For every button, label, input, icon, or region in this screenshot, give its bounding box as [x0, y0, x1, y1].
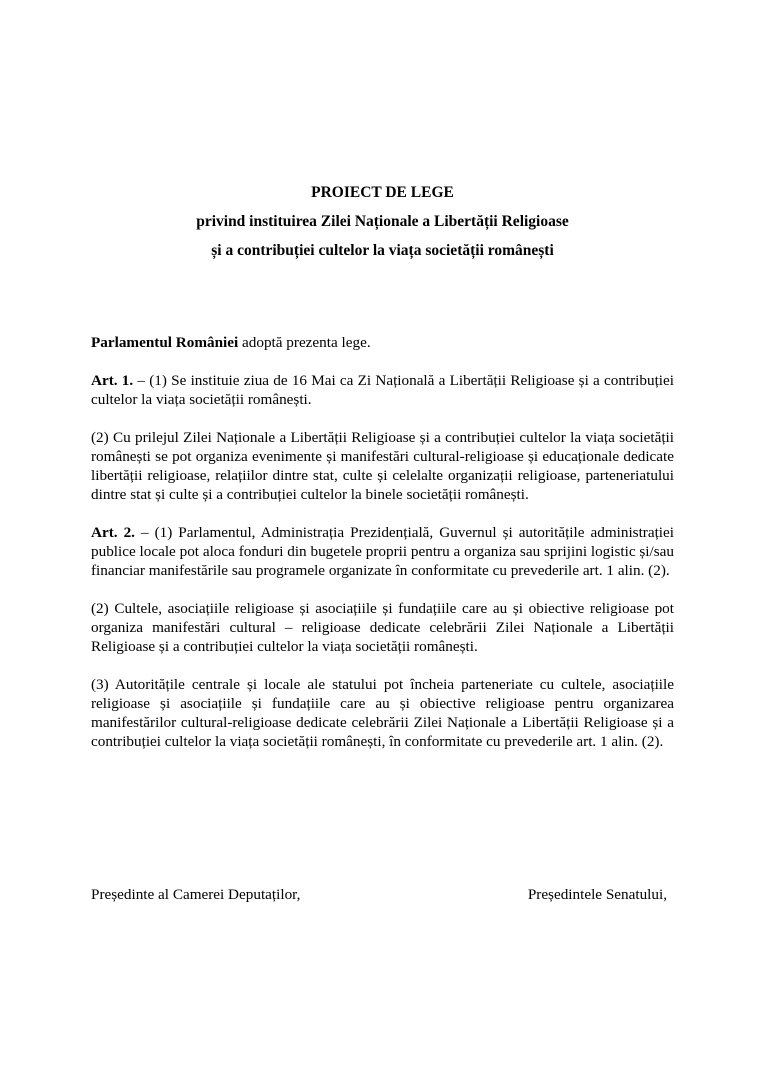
preamble-paragraph	[91, 333, 674, 352]
article-1-text-1: – (1) Se instituie ziua de 16 Mai ca Zi Națională a Libertății Religioase și a contribuției cultelor la viața societății românești.	[91, 372, 674, 408]
signature-chamber-president: Președinte al Camerei Deputaților,	[91, 886, 301, 903]
article-2-paragraph-2: (2) Cultele, asociațiile religioase și asociațiile și fundațiile care au și obiective religioase pot organiza manifestări cultural – religioase dedicate celebrării Zilei Naționale a Libertății Religioase și a contribuției cultelor la viața societății românești.	[91, 600, 674, 655]
preamble-text: adoptă prezenta lege.	[238, 334, 371, 351]
document-body	[91, 333, 674, 770]
article-2-label: Art. 2.	[91, 524, 135, 541]
title-line-1: PROIECT DE LEGE	[311, 184, 454, 201]
article-1-label: Art. 1.	[91, 372, 134, 389]
document-title	[0, 178, 765, 265]
article-1-paragraph-2: (2) Cu prilejul Zilei Naționale a Libertății Religioase și a contribuției cultelor la viața societății românești se pot organiza evenimente și manifestări cultural-religioase și educaționale dedicate libertății religioase, relațiilor dintre stat, culte și celelalte organizații religioase, parteneriatului dintre stat și culte și a contribuției cultelor la binele societății românești.	[91, 429, 674, 503]
title-line-3: și a contribuției cultelor la viața societății românești	[211, 242, 554, 259]
title-line-2: privind instituirea Zilei Naționale a Libertății Religioase	[196, 213, 569, 230]
preamble-bold: Parlamentul României	[91, 334, 239, 351]
signature-senate-president: Președintele Senatului,	[527, 886, 667, 903]
article-2-paragraph-3: (3) Autoritățile centrale și locale ale statului pot încheia parteneriate cu cultele, asociațiile religioase și asociațiile și fundațiile care au și obiective religioase pentru organizarea manifestărilor cultural-religioase dedicate celebrării Zilei Naționale a Libertății Religioase și a contribuției cultelor la viața societății românești, în conformitate cu prevederile art. 1 alin. (2).	[91, 676, 674, 750]
article-2-paragraph-1	[91, 523, 674, 580]
article-2-text-1: – (1) Parlamentul, Administrația Prezidențială, Guvernul și autoritățile administrației publice locale pot aloca fonduri din bugetele proprii pentru a organiza sau sprijini logistic și/sau financiar manifestările sau programele organizate în conformitate cu prevederile art. 1 alin. (2).	[91, 524, 674, 579]
article-1-paragraph-1	[91, 371, 674, 409]
